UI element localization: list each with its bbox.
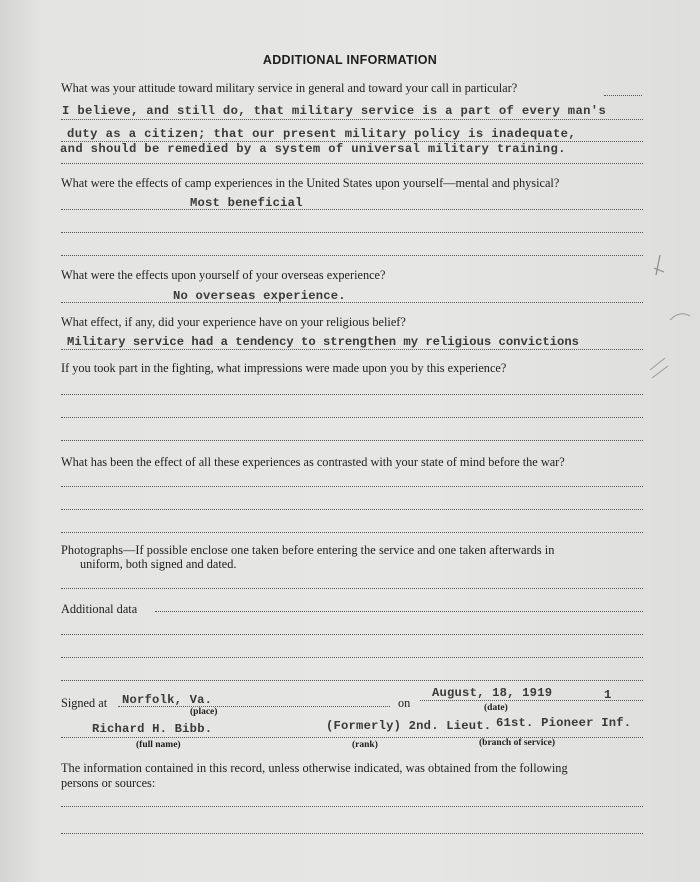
answer-line — [61, 255, 643, 256]
full-name: Richard H. Bibb. — [92, 722, 213, 736]
answer-line — [61, 349, 643, 350]
answer-line — [61, 302, 643, 303]
question-attitude: What was your attitude toward military service in general and toward your call in particular? — [61, 81, 518, 95]
date-caption: (date) — [484, 703, 508, 713]
question-religious: What effect, if any, did your experience have on your religious belief? — [61, 315, 406, 329]
place-rule — [118, 706, 390, 707]
answer-attitude-line-1: I believe, and still do, that military service is a part of every man's — [62, 104, 607, 118]
answer-line — [61, 486, 643, 487]
signed-date: August, 18, 1919 — [432, 686, 553, 700]
question-fighting: If you took part in the fighting, what impressions were made upon you by this experience? — [61, 361, 507, 375]
answer-line — [61, 806, 643, 807]
answer-line — [61, 209, 643, 210]
on-label: on — [398, 696, 411, 710]
additional-data-label: Additional data — [61, 602, 138, 616]
answer-line — [61, 509, 643, 510]
sources-statement-cont: persons or sources: — [61, 776, 156, 790]
answer-line — [61, 634, 643, 635]
branch-caption: (branch of service) — [479, 738, 555, 748]
place-caption: (place) — [190, 707, 218, 717]
answer-line — [61, 833, 643, 834]
answer-camp-effects: Most beneficial — [190, 196, 303, 210]
signed-place: Norfolk, Va. — [122, 693, 213, 707]
answer-attitude-line-3: and should be remedied by a system of universal military training. — [60, 142, 566, 156]
form-title: ADDITIONAL INFORMATION — [262, 53, 438, 67]
answer-attitude-line-2: duty as a citizen; that our present military policy is inadequate, — [67, 127, 577, 141]
full-name-caption: (full name) — [136, 740, 181, 750]
question-attitude-rule — [604, 95, 642, 96]
answer-religious: Military service had a tendency to strengthen my religious convictions — [67, 335, 579, 349]
answer-line — [61, 680, 643, 681]
rank-caption: (rank) — [352, 740, 378, 750]
answer-line — [61, 232, 643, 233]
answer-line — [61, 394, 643, 395]
answer-line — [61, 588, 643, 589]
additional-data-rule — [155, 611, 643, 612]
photographs-instruction: Photographs—If possible enclose one taken before entering the service and one taken afterwards in — [61, 543, 555, 557]
answer-line — [61, 163, 643, 164]
answer-line — [61, 657, 643, 658]
signature-rule — [61, 737, 643, 738]
question-overseas: What were the effects upon yourself of your overseas experience? — [61, 268, 386, 282]
answer-line — [61, 440, 643, 441]
answer-overseas: No overseas experience. — [173, 289, 346, 303]
answer-line — [61, 119, 643, 120]
margin-pencil-marks — [640, 250, 695, 410]
question-contrast: What has been the effect of all these experiences as contrasted with your state of mind before the war? — [61, 455, 565, 469]
question-camp-effects: What were the effects of camp experiences in the United States upon yourself—mental and physical? — [61, 176, 560, 190]
answer-line — [61, 532, 643, 533]
photographs-instruction-cont: uniform, both signed and dated. — [80, 557, 237, 571]
branch-of-service: 61st. Pioneer Inf. — [496, 716, 632, 730]
signed-at-label: Signed at — [61, 696, 108, 710]
date-rule — [420, 700, 643, 701]
signed-date-suffix: 1 — [604, 688, 612, 702]
sources-statement: The information contained in this record, unless otherwise indicated, was obtained from the following — [61, 761, 568, 775]
rank: (Formerly) 2nd. Lieut. — [326, 719, 492, 733]
answer-line — [61, 417, 643, 418]
